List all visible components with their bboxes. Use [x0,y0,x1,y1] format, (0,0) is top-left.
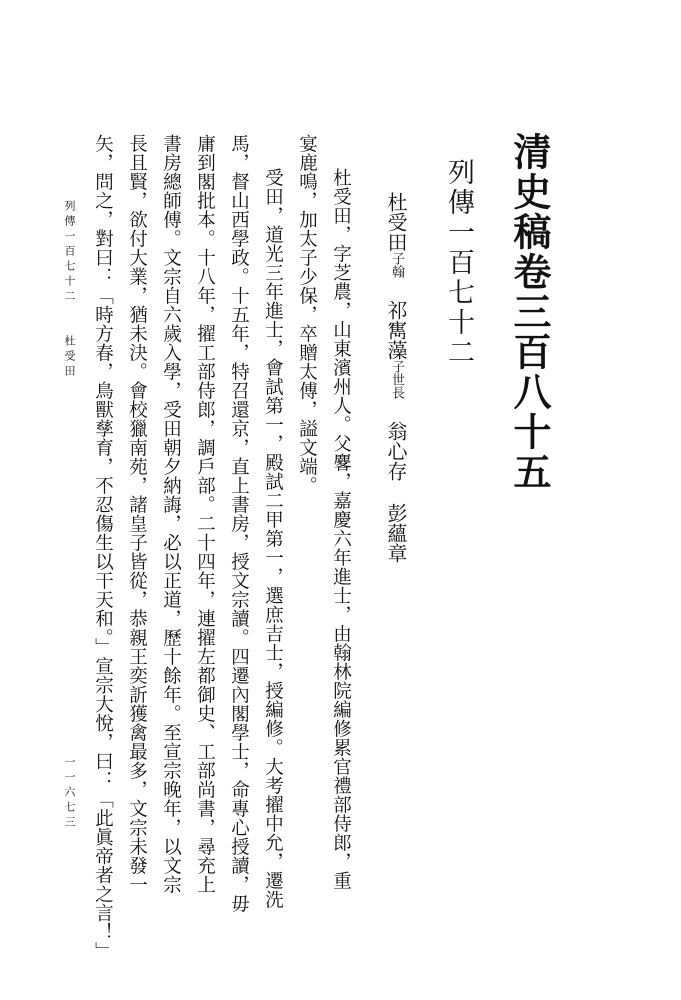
biography-names [386,192,406,563]
body-line: 庸到閣批本。十八年，擢工部侍郎，調戶部。二十四年，連擢左都御史、工部尚書，尋充上 [194,134,216,894]
person-name: 彭蘊章 [384,503,408,563]
person-note: 子翰 [389,252,404,278]
body-line: 受田，道光三年進士，會試第一，殿試二甲第一，選庶吉士，授編修。大考擢中允，遷洗 [262,168,284,909]
person-name: 祁寯藻 [384,300,408,360]
margin-section: 列傳一百七十二 [63,200,76,305]
margin-header [64,200,75,380]
margin-person: 杜受田 [63,335,76,380]
section-title: 列傳一百七十二 [443,158,474,368]
body-line: 宴鹿鳴，加太子少保，卒贈太傅，謚文端。 [296,134,318,495]
body-line: 矢，問之，對曰：「時方春，鳥獸孳育，不忍傷生以干天和。」宣宗大悅，曰：「此眞帝者之言！」 [92,134,114,961]
body-line: 杜受田，字芝農，山東濱州人。父𪊲，嘉慶六年進士，由翰林院編修累官禮部侍郎，重 [330,168,352,890]
volume-title: 清史稿卷三百八十五 [507,132,552,492]
person-name: 翁心存 [384,421,408,481]
person-name: 杜受田 [384,192,408,252]
body-line: 書房總師傅。文宗自六歲入學，受田朝夕納誨，必以正道，歷十餘年。至宣宗晚年，以文宗 [160,134,182,894]
page-number: 一一六七三 [63,756,76,831]
body-line: 馬，督山西學政。十五年，特召還京，直上書房，授文宗讀。四遷內閣學士，命專心授讀，毋 [228,134,250,913]
person-note: 子世長 [389,360,404,399]
body-line: 長且賢，欲付大業，猶未決。會校獵南苑，諸皇子皆從，恭親王奕訢獲禽最多，文宗未發一 [126,134,148,894]
